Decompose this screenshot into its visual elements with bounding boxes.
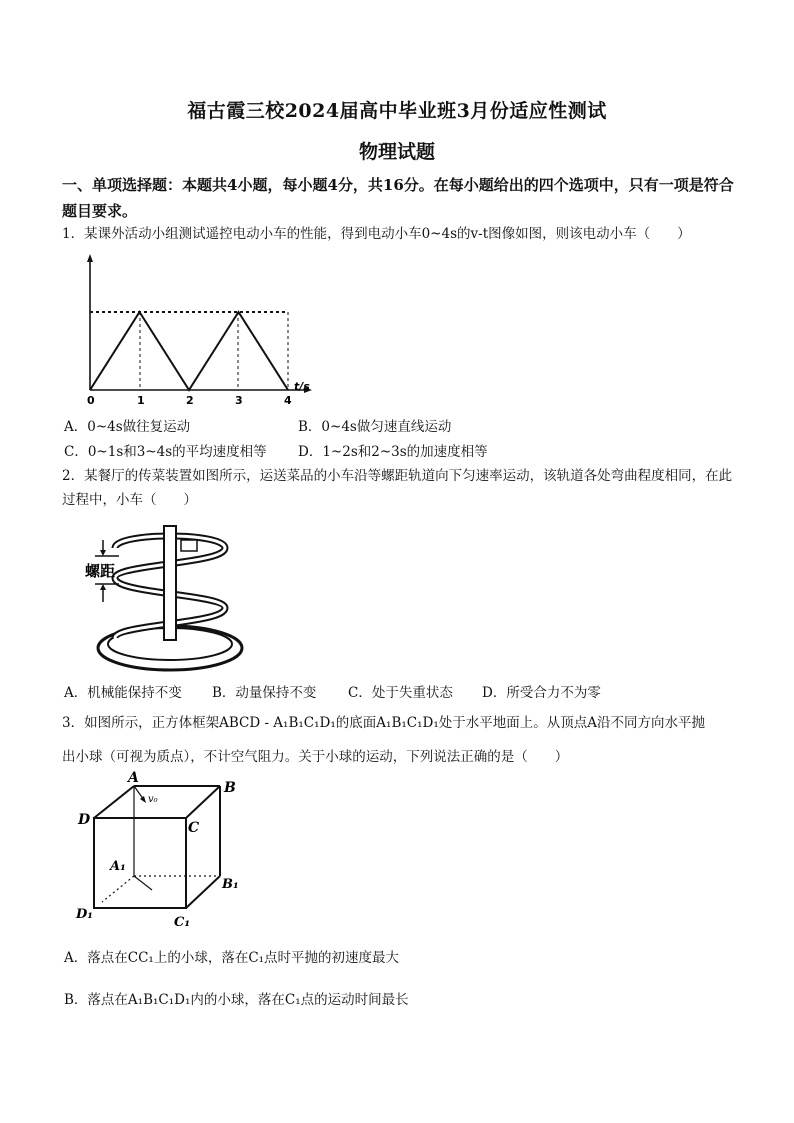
label-C1: C₁ [174, 915, 191, 930]
q2-option-a: A．机械能保持不变 [64, 685, 182, 701]
central-pole [164, 526, 176, 640]
q2-option-c: C．处于失重状态 [348, 685, 453, 701]
q3-option-b: B．落点在A₁B₁C₁D₁内的小球，落在C₁点的运动时间最长 [64, 992, 409, 1008]
q1-stem: 1．某课外活动小组测试遥控电动小车的性能，得到电动小车0~4s的v-t图像如图，则该电动小车（ ） [62, 226, 691, 242]
q1-option-d: D．1~2s和2~3s的加速度相等 [298, 444, 488, 460]
label-D1: D₁ [76, 907, 93, 922]
q2-option-b: B．动量保持不变 [212, 685, 317, 701]
q2-spiral-conveyor-figure [85, 520, 255, 680]
q1-option-a: A．0~4s做往复运动 [64, 419, 191, 435]
label-B1: B₁ [222, 877, 239, 892]
front-face [94, 818, 186, 908]
q2-option-d: D．所受合力不为零 [482, 685, 601, 701]
q1-vt-graph [70, 250, 330, 410]
label-A1: A₁ [110, 859, 126, 874]
q3-option-a: A．落点在CC₁上的小球，落在C₁点时平抛的初速度最大 [64, 950, 400, 966]
page-title: 福古霞三校2024届高中毕业班3月份适应性测试 [187, 100, 607, 122]
label-B: B [224, 780, 236, 796]
x-axis-unit: t/s [294, 380, 310, 393]
vt-curve [90, 312, 288, 390]
x-tick-2: 2 [186, 394, 194, 407]
q3-stem-line1: 3．如图所示，正方体框架ABCD - A₁B₁C₁D₁的底面A₁B₁C₁D₁处于水平地面上。从顶点A沿不同方向水平抛 [62, 715, 705, 731]
q3-stem-line2: 出小球（可视为质点），不计空气阻力。关于小球的运动，下列说法正确的是（ ） [62, 749, 569, 765]
x-tick-3: 3 [235, 394, 243, 407]
cart [181, 540, 197, 551]
pitch-label: 螺距 [85, 562, 116, 580]
q3-cube-figure [72, 770, 252, 935]
y-axis-arrow [87, 254, 93, 262]
x-tick-1: 1 [137, 394, 145, 407]
x-tick-4: 4 [284, 394, 292, 407]
section-heading: 一、单项选择题：本题共4小题，每小题4分，共16分。在每小题给出的四个选项中，只有一项是符合题目要求。 [62, 176, 734, 220]
label-C: C [188, 820, 200, 836]
label-D: D [78, 812, 91, 828]
label-v0: v₀ [148, 794, 158, 805]
q1-option-b: B．0~4s做匀速直线运动 [298, 419, 452, 435]
q1-option-c: C．0~1s和3~4s的平均速度相等 [64, 444, 267, 460]
x-tick-0: 0 [87, 394, 95, 407]
page-subtitle: 物理试题 [358, 141, 435, 163]
q2-stem: 2．某餐厅的传菜装置如图所示，运送菜品的小车沿等螺距轨道向下匀速率运动，该轨道各处弯曲程度相同，在此过程中，小车（ ） [62, 468, 733, 508]
label-A: A [128, 770, 139, 786]
